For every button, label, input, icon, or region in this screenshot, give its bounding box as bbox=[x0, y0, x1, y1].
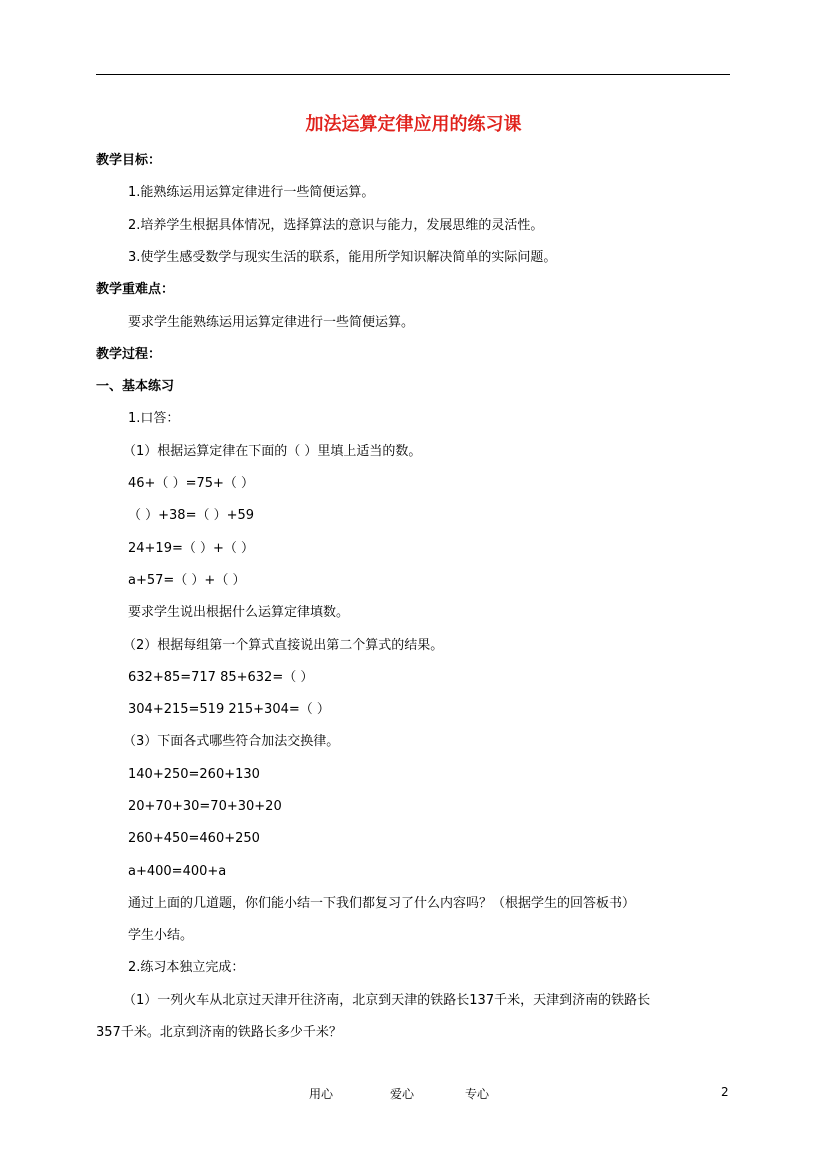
text-line: 3.使学生感受数学与现实生活的联系，能用所学知识解决简单的实际问题。 bbox=[128, 250, 557, 265]
section-heading: 教学过程： bbox=[96, 347, 162, 362]
text-line: 1.口答： bbox=[128, 411, 180, 426]
text-line: 24+19=（ ）+（ ） bbox=[128, 541, 255, 556]
text-line: 140+250=260+130 bbox=[128, 767, 260, 782]
text-line: （ ）+38=（ ）+59 bbox=[128, 508, 255, 523]
text-line: 304+215=519 215+304=（ ） bbox=[128, 702, 330, 717]
text-line: 632+85=717 85+632=（ ） bbox=[128, 670, 314, 685]
footer-word-2: 爱心 bbox=[390, 1087, 415, 1101]
section-heading: 一、基本练习 bbox=[96, 379, 175, 394]
footer-word-3: 专心 bbox=[465, 1087, 490, 1101]
text-line: 46+（ ）=75+（ ） bbox=[128, 476, 255, 491]
text-line: 260+450=460+250 bbox=[128, 831, 260, 846]
text-line: 2.培养学生根据具体情况，选择算法的意识与能力，发展思维的灵活性。 bbox=[128, 218, 544, 233]
text-line: 要求学生说出根据什么运算定律填数。 bbox=[128, 605, 350, 620]
footer-word-1: 用心 bbox=[309, 1087, 334, 1101]
text-line: （1）一列火车从北京过天津开往济南，北京到天津的铁路长137千米，天津到济南的铁路长 bbox=[123, 993, 651, 1008]
text-line: 通过上面的几道题，你们能小结一下我们都复习了什么内容吗？（根据学生的回答板书） bbox=[128, 896, 636, 911]
text-line: （1）根据运算定律在下面的（ ）里填上适当的数。 bbox=[123, 444, 422, 459]
text-line: 要求学生能熟练运用运算定律进行一些简便运算。 bbox=[128, 315, 415, 330]
text-line: 20+70+30=70+30+20 bbox=[128, 799, 282, 814]
section-heading: 教学目标： bbox=[96, 153, 162, 168]
text-line: （3）下面各式哪些符合加法交换律。 bbox=[123, 734, 340, 749]
text-line: 学生小结。 bbox=[128, 928, 194, 943]
text-line: （2）根据每组第一个算式直接说出第二个算式的结果。 bbox=[123, 638, 444, 653]
text-line: a+400=400+a bbox=[128, 864, 227, 879]
text-line: 1.能熟练运用运算定律进行一些简便运算。 bbox=[128, 185, 375, 200]
page-title: 加法运算定律应用的练习课 bbox=[305, 114, 522, 135]
text-line: 357千米。北京到济南的铁路长多少千米？ bbox=[96, 1025, 342, 1040]
text-line: 2.练习本独立完成： bbox=[128, 960, 245, 975]
page-number: 2 bbox=[721, 1085, 729, 1099]
section-heading: 教学重难点： bbox=[96, 282, 175, 297]
text-line: a+57=（ ）+（ ） bbox=[128, 573, 246, 588]
header-rule bbox=[96, 74, 730, 75]
